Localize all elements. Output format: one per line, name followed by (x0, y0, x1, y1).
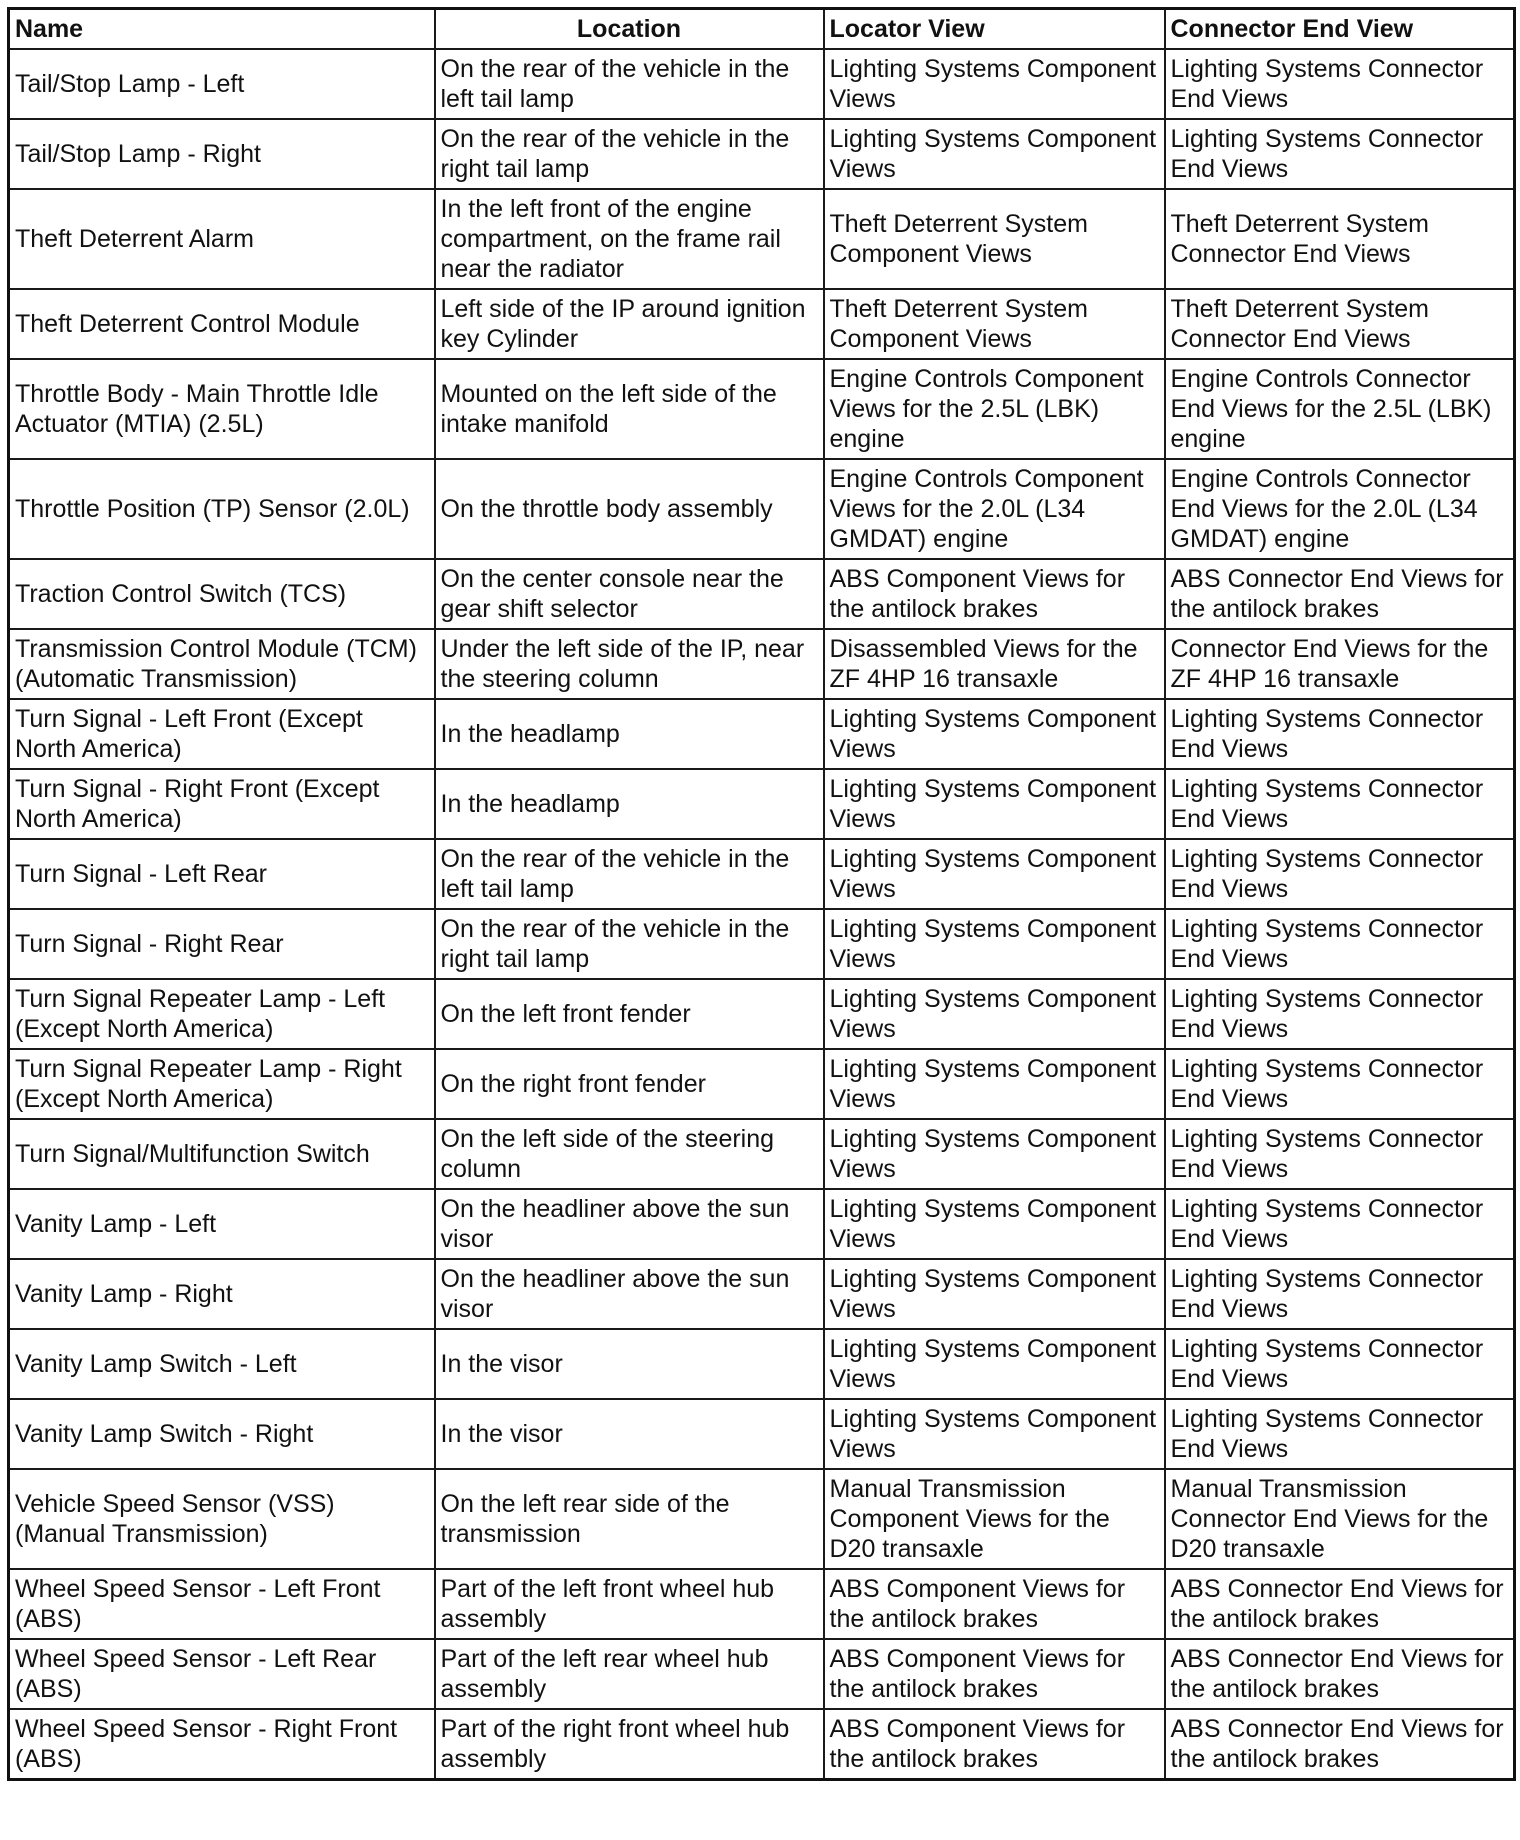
cell-connector-end-view: Lighting Systems Connector End Views (1165, 119, 1515, 189)
cell-location: On the center console near the gear shift selector (435, 559, 824, 629)
table-row (9, 1259, 1515, 1329)
cell-locator-view: Lighting Systems Component Views (824, 979, 1165, 1049)
cell-name: Tail/Stop Lamp - Left (9, 49, 435, 119)
cell-location: In the headlamp (435, 699, 824, 769)
table-row (9, 1569, 1515, 1639)
cell-name: Turn Signal Repeater Lamp - Right (Except North America) (9, 1049, 435, 1119)
cell-locator-view: ABS Component Views for the antilock brakes (824, 559, 1165, 629)
cell-locator-view: Lighting Systems Component Views (824, 119, 1165, 189)
cell-location: On the rear of the vehicle in the left tail lamp (435, 839, 824, 909)
cell-connector-end-view: Engine Controls Connector End Views for the 2.0L (L34 GMDAT) engine (1165, 459, 1515, 559)
cell-locator-view: Lighting Systems Component Views (824, 909, 1165, 979)
cell-name: Tail/Stop Lamp - Right (9, 119, 435, 189)
cell-locator-view: Lighting Systems Component Views (824, 699, 1165, 769)
table-row (9, 699, 1515, 769)
cell-location: On the left side of the steering column (435, 1119, 824, 1189)
cell-location: On the left front fender (435, 979, 824, 1049)
cell-name: Wheel Speed Sensor - Left Front (ABS) (9, 1569, 435, 1639)
table-row (9, 119, 1515, 189)
cell-name: Wheel Speed Sensor - Left Rear (ABS) (9, 1639, 435, 1709)
table-row (9, 1049, 1515, 1119)
cell-name: Vanity Lamp Switch - Right (9, 1399, 435, 1469)
cell-name: Transmission Control Module (TCM) (Automatic Transmission) (9, 629, 435, 699)
cell-name: Wheel Speed Sensor - Right Front (ABS) (9, 1709, 435, 1780)
cell-connector-end-view: Lighting Systems Connector End Views (1165, 769, 1515, 839)
cell-connector-end-view: ABS Connector End Views for the antilock brakes (1165, 1709, 1515, 1780)
header-locator-view: Locator View (824, 9, 1165, 50)
cell-locator-view: ABS Component Views for the antilock brakes (824, 1709, 1165, 1780)
cell-name: Vanity Lamp - Left (9, 1189, 435, 1259)
table-row (9, 559, 1515, 629)
cell-location: In the visor (435, 1399, 824, 1469)
cell-locator-view: Lighting Systems Component Views (824, 1049, 1165, 1119)
cell-location: On the rear of the vehicle in the right tail lamp (435, 119, 824, 189)
cell-location: Part of the right front wheel hub assembly (435, 1709, 824, 1780)
cell-connector-end-view: ABS Connector End Views for the antilock brakes (1165, 1569, 1515, 1639)
cell-location: In the visor (435, 1329, 824, 1399)
cell-locator-view: Manual Transmission Component Views for the D20 transaxle (824, 1469, 1165, 1569)
cell-connector-end-view: Lighting Systems Connector End Views (1165, 1189, 1515, 1259)
cell-locator-view: Theft Deterrent System Component Views (824, 289, 1165, 359)
cell-locator-view: Lighting Systems Component Views (824, 1119, 1165, 1189)
table-row (9, 1329, 1515, 1399)
table-row (9, 459, 1515, 559)
cell-name: Theft Deterrent Control Module (9, 289, 435, 359)
cell-locator-view: Lighting Systems Component Views (824, 1189, 1165, 1259)
table-header (9, 9, 1515, 50)
table-row (9, 769, 1515, 839)
cell-name: Turn Signal - Left Front (Except North America) (9, 699, 435, 769)
table-row (9, 1189, 1515, 1259)
cell-name: Throttle Position (TP) Sensor (2.0L) (9, 459, 435, 559)
cell-connector-end-view: Lighting Systems Connector End Views (1165, 909, 1515, 979)
cell-location: Part of the left rear wheel hub assembly (435, 1639, 824, 1709)
cell-location: On the rear of the vehicle in the right tail lamp (435, 909, 824, 979)
table-row (9, 359, 1515, 459)
table-row (9, 189, 1515, 289)
table-row (9, 49, 1515, 119)
cell-locator-view: Lighting Systems Component Views (824, 49, 1165, 119)
cell-connector-end-view: Manual Transmission Connector End Views for the D20 transaxle (1165, 1469, 1515, 1569)
cell-connector-end-view: Lighting Systems Connector End Views (1165, 49, 1515, 119)
cell-connector-end-view: ABS Connector End Views for the antilock brakes (1165, 559, 1515, 629)
table-row (9, 1469, 1515, 1569)
header-location: Location (435, 9, 824, 50)
cell-name: Turn Signal - Right Front (Except North America) (9, 769, 435, 839)
table-row (9, 979, 1515, 1049)
cell-connector-end-view: Lighting Systems Connector End Views (1165, 979, 1515, 1049)
table-row (9, 909, 1515, 979)
cell-location: On the headliner above the sun visor (435, 1259, 824, 1329)
table-row (9, 1709, 1515, 1780)
cell-connector-end-view: Lighting Systems Connector End Views (1165, 1329, 1515, 1399)
header-name: Name (9, 9, 435, 50)
cell-connector-end-view: Connector End Views for the ZF 4HP 16 transaxle (1165, 629, 1515, 699)
cell-locator-view: Lighting Systems Component Views (824, 1329, 1165, 1399)
cell-locator-view: Engine Controls Component Views for the 2.5L (LBK) engine (824, 359, 1165, 459)
cell-connector-end-view: Lighting Systems Connector End Views (1165, 699, 1515, 769)
table-row (9, 289, 1515, 359)
cell-location: On the left rear side of the transmission (435, 1469, 824, 1569)
cell-name: Theft Deterrent Alarm (9, 189, 435, 289)
cell-name: Turn Signal - Right Rear (9, 909, 435, 979)
cell-locator-view: Lighting Systems Component Views (824, 839, 1165, 909)
cell-location: On the right front fender (435, 1049, 824, 1119)
cell-connector-end-view: Theft Deterrent System Connector End Views (1165, 289, 1515, 359)
cell-connector-end-view: Lighting Systems Connector End Views (1165, 1399, 1515, 1469)
cell-connector-end-view: Lighting Systems Connector End Views (1165, 1119, 1515, 1189)
cell-connector-end-view: Theft Deterrent System Connector End Views (1165, 189, 1515, 289)
cell-location: In the left front of the engine compartment, on the frame rail near the radiator (435, 189, 824, 289)
cell-locator-view: Lighting Systems Component Views (824, 769, 1165, 839)
cell-name: Turn Signal/Multifunction Switch (9, 1119, 435, 1189)
cell-connector-end-view: Lighting Systems Connector End Views (1165, 1049, 1515, 1119)
cell-locator-view: Lighting Systems Component Views (824, 1399, 1165, 1469)
table-row (9, 839, 1515, 909)
table-row (9, 1399, 1515, 1469)
table-row (9, 1639, 1515, 1709)
header-connector-end-view: Connector End View (1165, 9, 1515, 50)
table-body (9, 49, 1515, 1780)
cell-locator-view: ABS Component Views for the antilock brakes (824, 1639, 1165, 1709)
cell-location: Left side of the IP around ignition key Cylinder (435, 289, 824, 359)
cell-locator-view: Disassembled Views for the ZF 4HP 16 transaxle (824, 629, 1165, 699)
cell-name: Vanity Lamp - Right (9, 1259, 435, 1329)
cell-locator-view: ABS Component Views for the antilock brakes (824, 1569, 1165, 1639)
cell-connector-end-view: Engine Controls Connector End Views for the 2.5L (LBK) engine (1165, 359, 1515, 459)
cell-name: Vanity Lamp Switch - Left (9, 1329, 435, 1399)
cell-name: Turn Signal - Left Rear (9, 839, 435, 909)
cell-location: In the headlamp (435, 769, 824, 839)
header-row (9, 9, 1515, 50)
cell-locator-view: Lighting Systems Component Views (824, 1259, 1165, 1329)
cell-name: Throttle Body - Main Throttle Idle Actuator (MTIA) (2.5L) (9, 359, 435, 459)
cell-name: Traction Control Switch (TCS) (9, 559, 435, 629)
cell-location: Under the left side of the IP, near the steering column (435, 629, 824, 699)
cell-location: Part of the left front wheel hub assembly (435, 1569, 824, 1639)
cell-locator-view: Engine Controls Component Views for the 2.0L (L34 GMDAT) engine (824, 459, 1165, 559)
cell-connector-end-view: Lighting Systems Connector End Views (1165, 839, 1515, 909)
table-row (9, 629, 1515, 699)
cell-name: Turn Signal Repeater Lamp - Left (Except North America) (9, 979, 435, 1049)
cell-name: Vehicle Speed Sensor (VSS) (Manual Transmission) (9, 1469, 435, 1569)
cell-locator-view: Theft Deterrent System Component Views (824, 189, 1165, 289)
cell-location: On the headliner above the sun visor (435, 1189, 824, 1259)
component-locator-table (7, 7, 1516, 1781)
cell-location: On the throttle body assembly (435, 459, 824, 559)
cell-location: Mounted on the left side of the intake manifold (435, 359, 824, 459)
cell-connector-end-view: ABS Connector End Views for the antilock brakes (1165, 1639, 1515, 1709)
cell-location: On the rear of the vehicle in the left tail lamp (435, 49, 824, 119)
component-locator-sheet (7, 7, 1513, 1781)
cell-connector-end-view: Lighting Systems Connector End Views (1165, 1259, 1515, 1329)
table-row (9, 1119, 1515, 1189)
